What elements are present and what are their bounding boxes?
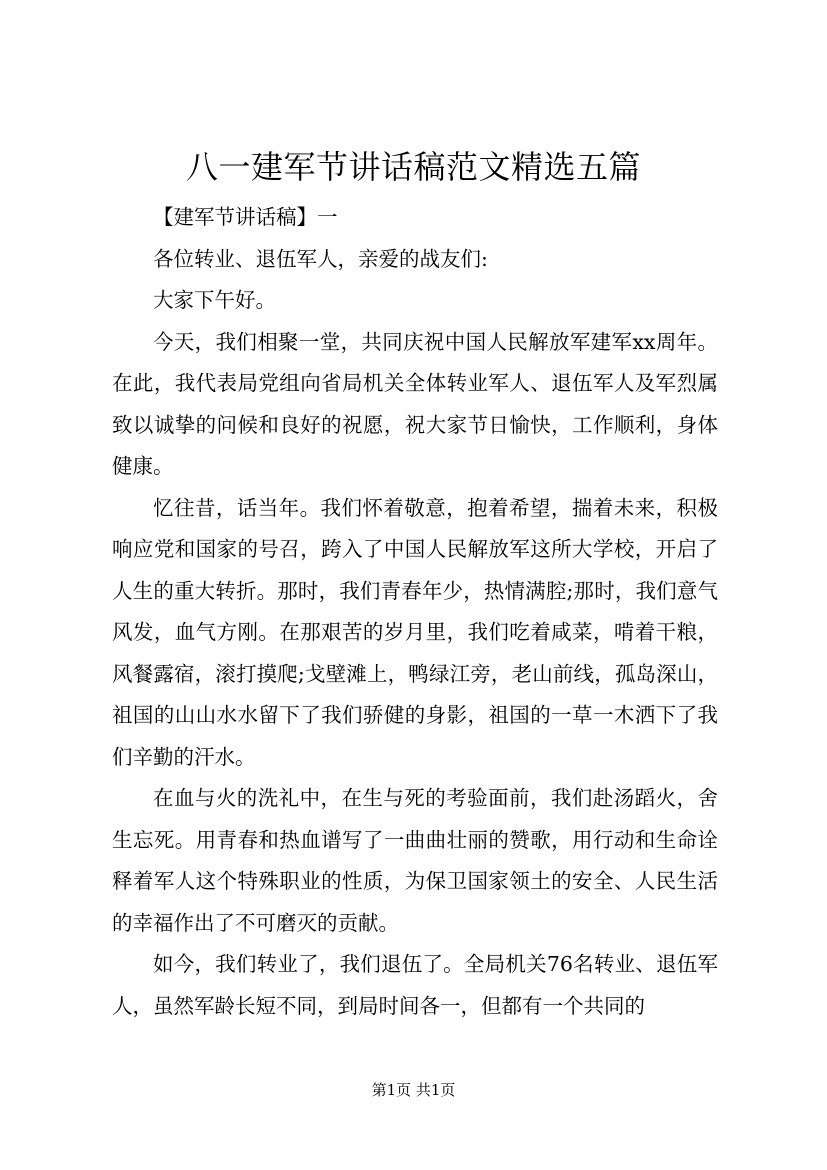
paragraph: 忆往昔，话当年。我们怀着敬意，抱着希望，揣着未来，积极响应党和国家的号召，跨入了中国人民解放军这所大学校，开启了人生的重大转折。那时，我们青春年少，热情满腔;那时，我们意气风发，血气方刚。在那艰苦的岁月里，我们吃着咸菜，啃着干粮，风餐露宿，滚打摸爬;戈壁滩上，鸭绿江旁，老山前线，孤岛深山，祖国的山山水水留下了我们骄健的身影，祖国的一草一木洒下了我们辛勤的汗水。 [112,495,718,769]
document-title: 八一建军节讲话稿范文精选五篇 [185,148,641,186]
greeting: 大家下午好。 [153,288,276,312]
paragraph: 今天，我们相聚一堂，共同庆祝中国人民解放军建军xx周年。在此，我代表局党组向省局机关全体转业军人、退伍军人及军烈属致以诚挚的问候和良好的祝愿，祝大家节日愉快，工作顺利，身体健康。 [112,329,718,478]
paragraph: 在血与火的洗礼中，在生与死的考验面前，我们赴汤蹈火，舍生忘死。用青春和热血谱写了一曲曲壮丽的赞歌，用行动和生命诠释着军人这个特殊职业的性质，为保卫国家领土的安全、人民生活的幸福作出了不可磨灭的贡献。 [112,786,718,935]
section-heading: 【建军节讲话稿】一 [153,205,338,229]
salutation: 各位转业、退伍军人，亲爱的战友们: [153,246,488,271]
document-body [112,197,718,1027]
paragraph: 如今，我们转业了，我们退伍了。全局机关76名转业、退伍军人，虽然军龄长短不同，到局时间各一，但都有一个共同的 [112,952,718,1018]
page-footer: 第1页 共1页 [371,1081,456,1099]
